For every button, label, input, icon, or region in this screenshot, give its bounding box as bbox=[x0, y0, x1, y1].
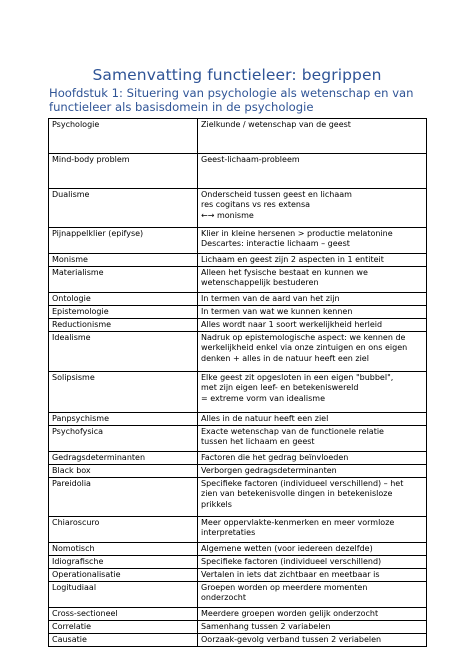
definition-cell: Onderscheid tussen geest en lichaam res cogitans vs res extensa ←→ monisme bbox=[198, 189, 427, 228]
term-cell: Materialisme bbox=[49, 267, 198, 293]
term-cell: Panpsychisme bbox=[49, 413, 198, 426]
definition-cell: Klier in kleine hersenen > productie melatonine Descartes: interactie lichaam – geest bbox=[198, 228, 427, 254]
definition-cell: Exacte wetenschap van de functionele relatie tussen het lichaam en geest bbox=[198, 426, 427, 452]
definition-cell: In termen van de aard van het zijn bbox=[198, 293, 427, 306]
term-cell: Solipsisme bbox=[49, 372, 198, 413]
table-row bbox=[49, 517, 427, 543]
term-cell: Monisme bbox=[49, 254, 198, 267]
term-cell: Ontologie bbox=[49, 293, 198, 306]
table-row bbox=[49, 154, 427, 189]
definition-cell: Alleen het fysische bestaat en kunnen we wetenschappelijk bestuderen bbox=[198, 267, 427, 293]
table-row bbox=[49, 119, 427, 154]
definition-cell: Samenhang tussen 2 variabelen bbox=[198, 621, 427, 634]
definition-cell: Specifieke factoren (individueel verschillend) bbox=[198, 556, 427, 569]
table-row bbox=[49, 543, 427, 556]
definition-cell: Zielkunde / wetenschap van de geest bbox=[198, 119, 427, 154]
table-row bbox=[49, 452, 427, 465]
table-row bbox=[49, 332, 427, 372]
chapter-heading: Hoofdstuk 1: Situering van psychologie als wetenschap en van functieleer als basisdomein in de psychologie bbox=[49, 86, 414, 114]
table-row bbox=[49, 465, 427, 478]
term-cell: Correlatie bbox=[49, 621, 198, 634]
term-cell: Epistemologie bbox=[49, 306, 198, 319]
table-row bbox=[49, 621, 427, 634]
definition-cell: Elke geest zit opgesloten in een eigen "bubbel", met zijn eigen leef- en betekeniswereld = extreme vorm van idealisme bbox=[198, 372, 427, 413]
term-cell: Cross-sectioneel bbox=[49, 608, 198, 621]
definition-cell: Alles in de natuur heeft een ziel bbox=[198, 413, 427, 426]
definition-cell: Vertalen in iets dat zichtbaar en meetbaar is bbox=[198, 569, 427, 582]
table-row bbox=[49, 413, 427, 426]
definition-cell: Specifieke factoren (individueel verschillend) – het zien van betekenisvolle dingen in betekenisloze prikkels bbox=[198, 478, 427, 517]
table-row bbox=[49, 569, 427, 582]
table-row bbox=[49, 426, 427, 452]
table-row bbox=[49, 478, 427, 517]
glossary-table bbox=[48, 118, 427, 647]
table-row bbox=[49, 293, 427, 306]
term-cell: Gedragsdeterminanten bbox=[49, 452, 198, 465]
definition-cell: Factoren die het gedrag beïnvloeden bbox=[198, 452, 427, 465]
table-row bbox=[49, 372, 427, 413]
table-row bbox=[49, 582, 427, 608]
table-row bbox=[49, 254, 427, 267]
table-row bbox=[49, 189, 427, 228]
term-cell: Causatie bbox=[49, 634, 198, 647]
table-row bbox=[49, 267, 427, 293]
term-cell: Chiaroscuro bbox=[49, 517, 198, 543]
table-row bbox=[49, 228, 427, 254]
definition-cell: Groepen worden op meerdere momenten onderzocht bbox=[198, 582, 427, 608]
definition-cell: Meerdere groepen worden gelijk onderzocht bbox=[198, 608, 427, 621]
table-row bbox=[49, 319, 427, 332]
table-row bbox=[49, 306, 427, 319]
term-cell: Logitudiaal bbox=[49, 582, 198, 608]
term-cell: Operationalisatie bbox=[49, 569, 198, 582]
definition-cell: Alles wordt naar 1 soort werkelijkheid herleid bbox=[198, 319, 427, 332]
definition-cell: Geest-lichaam-probleem bbox=[198, 154, 427, 189]
table-row bbox=[49, 608, 427, 621]
definition-cell: Nadruk op epistemologische aspect: we kennen de werkelijkheid enkel via onze zintuigen en ons eigen denken + alles in de natuur heeft een ziel bbox=[198, 332, 427, 372]
definition-cell: Verborgen gedragsdeterminanten bbox=[198, 465, 427, 478]
term-cell: Black box bbox=[49, 465, 198, 478]
definition-cell: Oorzaak-gevolg verband tussen 2 veriabelen bbox=[198, 634, 427, 647]
term-cell: Pijnappelklier (epifyse) bbox=[49, 228, 198, 254]
definition-cell: Algemene wetten (voor iedereen dezelfde) bbox=[198, 543, 427, 556]
term-cell: Mind-body problem bbox=[49, 154, 198, 189]
term-cell: Nomotisch bbox=[49, 543, 198, 556]
document-title: Samenvatting functieleer: begrippen bbox=[92, 66, 382, 84]
glossary-body bbox=[49, 119, 427, 647]
definition-cell: In termen van wat we kunnen kennen bbox=[198, 306, 427, 319]
term-cell: Psychologie bbox=[49, 119, 198, 154]
table-row bbox=[49, 556, 427, 569]
table-row bbox=[49, 634, 427, 647]
term-cell: Psychofysica bbox=[49, 426, 198, 452]
term-cell: Idealisme bbox=[49, 332, 198, 372]
term-cell: Reductionisme bbox=[49, 319, 198, 332]
definition-cell: Lichaam en geest zijn 2 aspecten in 1 entiteit bbox=[198, 254, 427, 267]
term-cell: Idiografische bbox=[49, 556, 198, 569]
definition-cell: Meer oppervlakte-kenmerken en meer vormloze interpretaties bbox=[198, 517, 427, 543]
term-cell: Pareidolia bbox=[49, 478, 198, 517]
term-cell: Dualisme bbox=[49, 189, 198, 228]
